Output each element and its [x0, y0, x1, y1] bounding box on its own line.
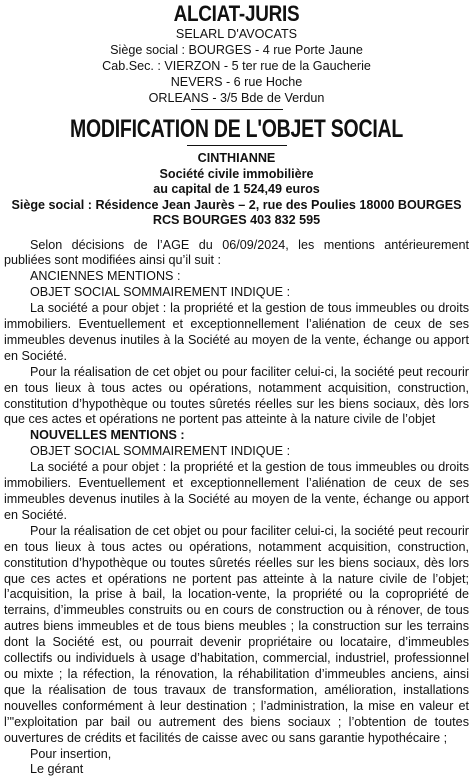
new-object-paragraph-2: Pour la réalisation de cet objet ou pour faciliter celui-ci, la société peut recourir en tous lieux à tous actes ou opérations, notamment acquisition, construction, constitution d’hypothèque ou toutes sûretés réelles sur les biens sociaux, dès lors que ces actes et opérations ne portent pas atteinte à la nature civile de l’objet; l’acquisition, la prise à bail, la location-vente, la propriété ou la copropriété de terrains, d’immeubles construits ou en cours de construction ou à rénover, de tous autres biens immeubles et de tous biens meubles ; la construction sur les terrains dont la Société est, ou pourrait devenir propriétaire ou locataire, d’immeubles collectifs ou individuels à usage d’habitation, commercial, industriel, professionnel ou mixte ; la réfection, la rénovation, la réhabilitation d’immeubles anciens, ainsi que la réalisation de tous travaux de transformation, amélioration, installations nouvelles conformément à leur destination ; l’administration, la mise en valeur et l’"exploitation par bail ou autrement des biens sociaux ; l’obtention de toutes ouvertures de crédits et facilités de caisse avec ou sans garantie hypothécaire ; [4, 524, 469, 747]
company-form: Société civile immobilière [4, 167, 469, 183]
closing-line: Pour insertion, [4, 747, 469, 763]
company-capital: au capital de 1 524,49 euros [4, 182, 469, 198]
old-object-paragraph-1: La société a pour objet : la propriété et la gestion de tous immeubles ou droits immobiliers. Eventuellement et exceptionnellement l’aliénation de ceux de ses immeubles devenus inutiles à la Société au moyen de la vente, échange ou apport en Société. [4, 301, 469, 365]
company-name: CINTHIANNE [4, 151, 469, 167]
notice-body [4, 238, 469, 778]
firm-office-vierzon: Cab.Sec. : VIERZON - 5 ter rue de la Gaucherie [4, 58, 469, 74]
old-object-paragraph-2: Pour la réalisation de cet objet ou pour faciliter celui-ci, la société peut recourir en tous lieux à tous actes ou opérations, notamment acquisition, construction, constitution d’hypothèque ou toutes sûretés réelles sur les biens sociaux, dès lors que ces actes et opérations ne portent pas atteinte à la nature civile de l’objet [4, 365, 469, 429]
firm-type: SELARL D'AVOCATS [4, 26, 469, 42]
title-underline [187, 145, 287, 146]
firm-office-orleans: ORLEANS - 3/5 Bde de Verdun [4, 90, 469, 106]
company-head-office: Siège social : Résidence Jean Jaurès – 2, rue des Poulies 18000 BOURGES [4, 198, 469, 214]
divider [191, 109, 283, 110]
legal-notice [0, 2, 473, 708]
old-object-heading: OBJET SOCIAL SOMMAIREMENT INDIQUE : [4, 285, 469, 301]
old-mentions-heading: ANCIENNES MENTIONS : [4, 269, 469, 285]
intro-paragraph: Selon décisions de l’AGE du 06/09/2024, les mentions antérieurement publiées sont modifiées ainsi qu’il suit : [4, 238, 469, 270]
firm-office-nevers: NEVERS - 6 rue Hoche [4, 74, 469, 90]
notice-title: MODIFICATION DE L'OBJET SOCIAL [55, 115, 418, 143]
company-block [4, 151, 469, 229]
signature: Le gérant [4, 762, 469, 778]
new-object-heading: OBJET SOCIAL SOMMAIREMENT INDIQUE : [4, 444, 469, 460]
new-object-paragraph-1: La société a pour objet : la propriété et la gestion de tous immeubles ou droits immobiliers. Eventuellement et exceptionnellement l’aliénation de ceux de ses immeubles devenus inutiles à la Société au moyen de la vente, échange ou apport en Société. [4, 460, 469, 524]
firm-name: ALCIAT-JURIS [37, 2, 437, 26]
company-rcs: RCS BOURGES 403 832 595 [4, 213, 469, 229]
firm-details [4, 26, 469, 106]
new-mentions-heading: NOUVELLES MENTIONS : [4, 428, 469, 444]
firm-head-office: Siège social : BOURGES - 4 rue Porte Jaune [4, 42, 469, 58]
